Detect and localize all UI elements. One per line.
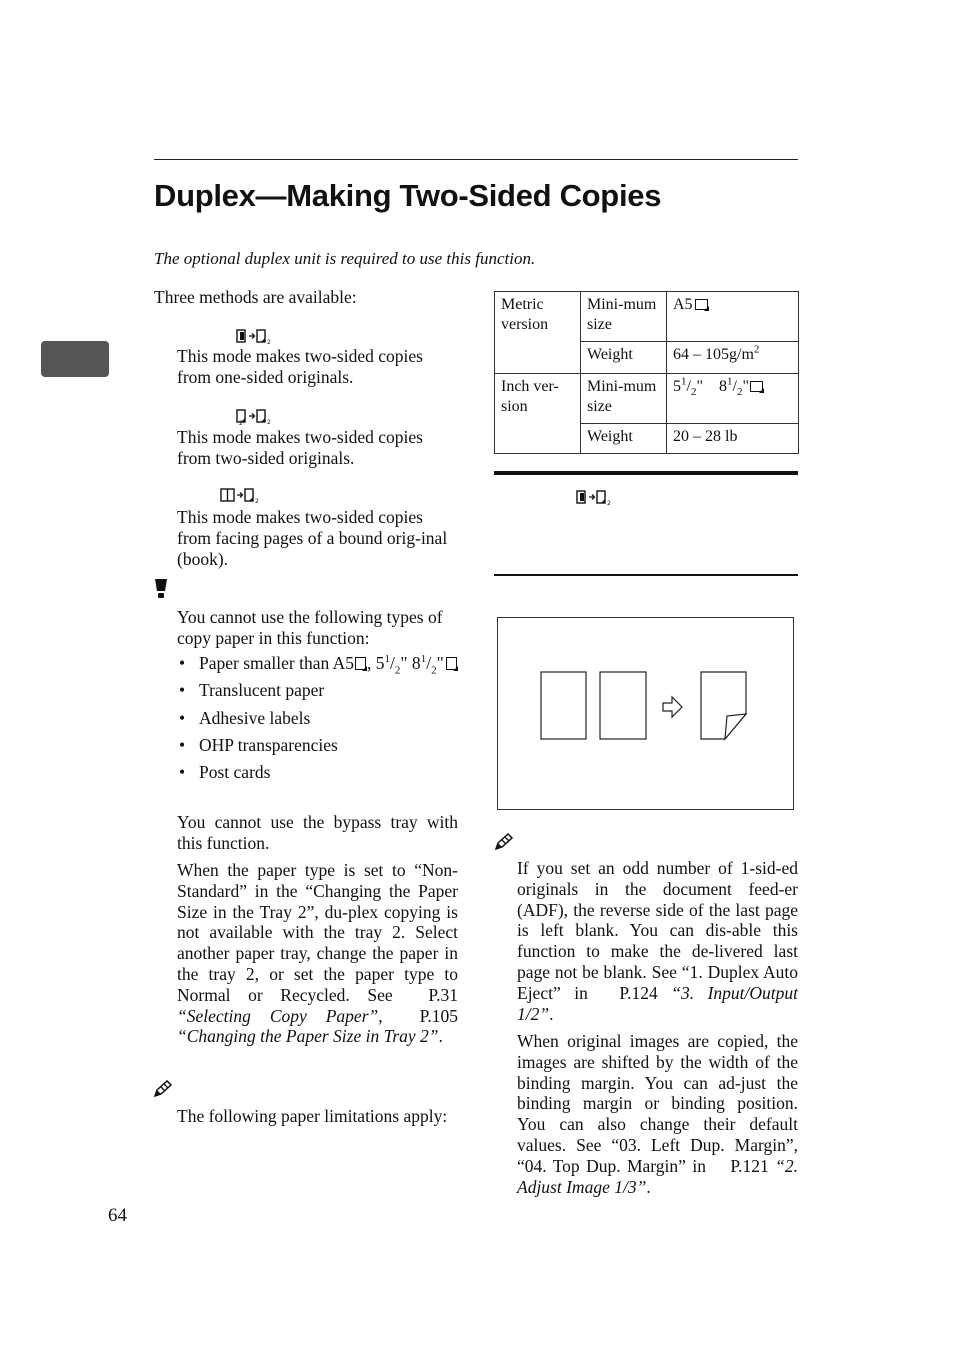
paper-spec-table — [494, 291, 799, 454]
mode-description-3: This mode makes two-sided copies from facing pages of a bound orig-inal (book). — [177, 507, 448, 569]
lightbulb-icon — [152, 578, 170, 600]
list-item: • OHP transparencies — [177, 735, 458, 756]
list-item: • Post cards — [177, 762, 458, 783]
odd-originals-note: If you set an odd number of 1-sid-ed originals in the document feed-er (ADF), the reverse side of the last page is left blank. You can dis-able this function to make the de-livered last page not be blank. See “1. Duplex Auto Eject” in P.124 “3. Input/Output 1/2”. — [517, 858, 799, 1024]
ref-link[interactable]: “Changing the Paper Size in Tray 2” — [177, 1026, 439, 1047]
one-sided-to-two-sided-icon — [236, 328, 274, 344]
arrow-icon — [663, 697, 682, 717]
min-size-label: Mini-mum size — [581, 292, 667, 342]
paper-landscape-icon — [695, 299, 708, 310]
min-size-label: Mini-mum size — [581, 374, 667, 424]
one-sided-to-two-sided-icon — [576, 489, 614, 505]
paper-limitation-list — [177, 653, 458, 789]
pencil-icon — [494, 833, 514, 851]
svg-text:2: 2 — [255, 498, 259, 504]
list-item: • Translucent paper — [177, 680, 458, 701]
mode-description-2: This mode makes two-sided copies from two-sided originals. — [177, 427, 423, 468]
metric-label: Metric version — [495, 292, 581, 374]
limitation-intro: You cannot use the following types of copy paper in this function: — [177, 607, 443, 648]
original-page-2 — [600, 672, 646, 739]
binding-margin-note: When original images are copied, the images are shifted by the width of the binding margin. You can ad-just the binding margin or binding position. You can also change their default values. See “03. Left Dup. Margin”, “04. Top Dup. Margin” in P.121 “2. Adjust Image 1/3”. — [517, 1031, 799, 1197]
svg-text:2: 2 — [239, 420, 243, 425]
inch-weight: 20 – 28 lb — [667, 424, 799, 454]
ref-link[interactable]: “3. Input/Output 1/2” — [517, 982, 799, 1024]
svg-text:2: 2 — [607, 500, 611, 506]
paper-portrait-icon — [355, 657, 366, 670]
paper-limitations-note: The following paper limitations apply: — [177, 1106, 448, 1126]
duplex-copy-page — [701, 672, 746, 739]
paper-portrait-icon — [446, 657, 457, 670]
bypass-note: You cannot use the bypass tray with this function. — [177, 812, 458, 853]
inch-label: Inch ver-sion — [495, 374, 581, 454]
paper-landscape-icon — [750, 381, 763, 392]
chapter-tab — [41, 341, 109, 377]
section-rule — [494, 574, 798, 576]
nonstandard-note: When the paper type is set to “Non-Standard” in the “Changing the Paper Size in the Tray 2”, du-plex copying is not available with the tray 2. Select another paper tray, change the paper in the tray 2, or set the paper type to Normal or Recycled. See P.31 “Selecting Copy Paper”, P.105 “Changing the Paper Size in Tray 2”. — [177, 860, 459, 1047]
duplex-diagram — [497, 617, 794, 810]
book-to-two-sided-icon — [220, 487, 260, 503]
header-rule — [154, 159, 798, 160]
inch-min-size: $5^1/_2$" $8^1/_2$" — [667, 374, 799, 424]
svg-text:2: 2 — [267, 339, 271, 345]
pencil-icon — [153, 1080, 173, 1098]
list-item: • Paper smaller than A5 , $5^1/_2$" $8^1/_2$" — [177, 653, 458, 674]
metric-weight: $64 - 105g/m^2$ — [667, 342, 799, 374]
svg-text:2: 2 — [267, 419, 271, 425]
page-number: 64 — [108, 1205, 127, 1226]
weight-label: Weight — [581, 424, 667, 454]
metric-min-size: A5 — [667, 292, 799, 342]
page-title: Duplex—Making Two-Sided Copies — [154, 178, 662, 213]
original-page-1 — [541, 672, 586, 739]
ref-link[interactable]: “Selecting Copy Paper” — [177, 1005, 379, 1026]
two-sided-to-two-sided-icon — [236, 408, 274, 424]
ref-link[interactable]: “2. Adjust Image 1/3” — [517, 1155, 799, 1197]
list-item: • Adhesive labels — [177, 708, 458, 729]
mode-description-1: This mode makes two-sided copies from one-sided originals. — [177, 346, 423, 387]
intro-note: The optional duplex unit is required to use this function. — [154, 249, 536, 268]
lead-text: Three methods are available: — [154, 287, 357, 307]
section-rule — [494, 471, 798, 475]
weight-label: Weight — [581, 342, 667, 374]
